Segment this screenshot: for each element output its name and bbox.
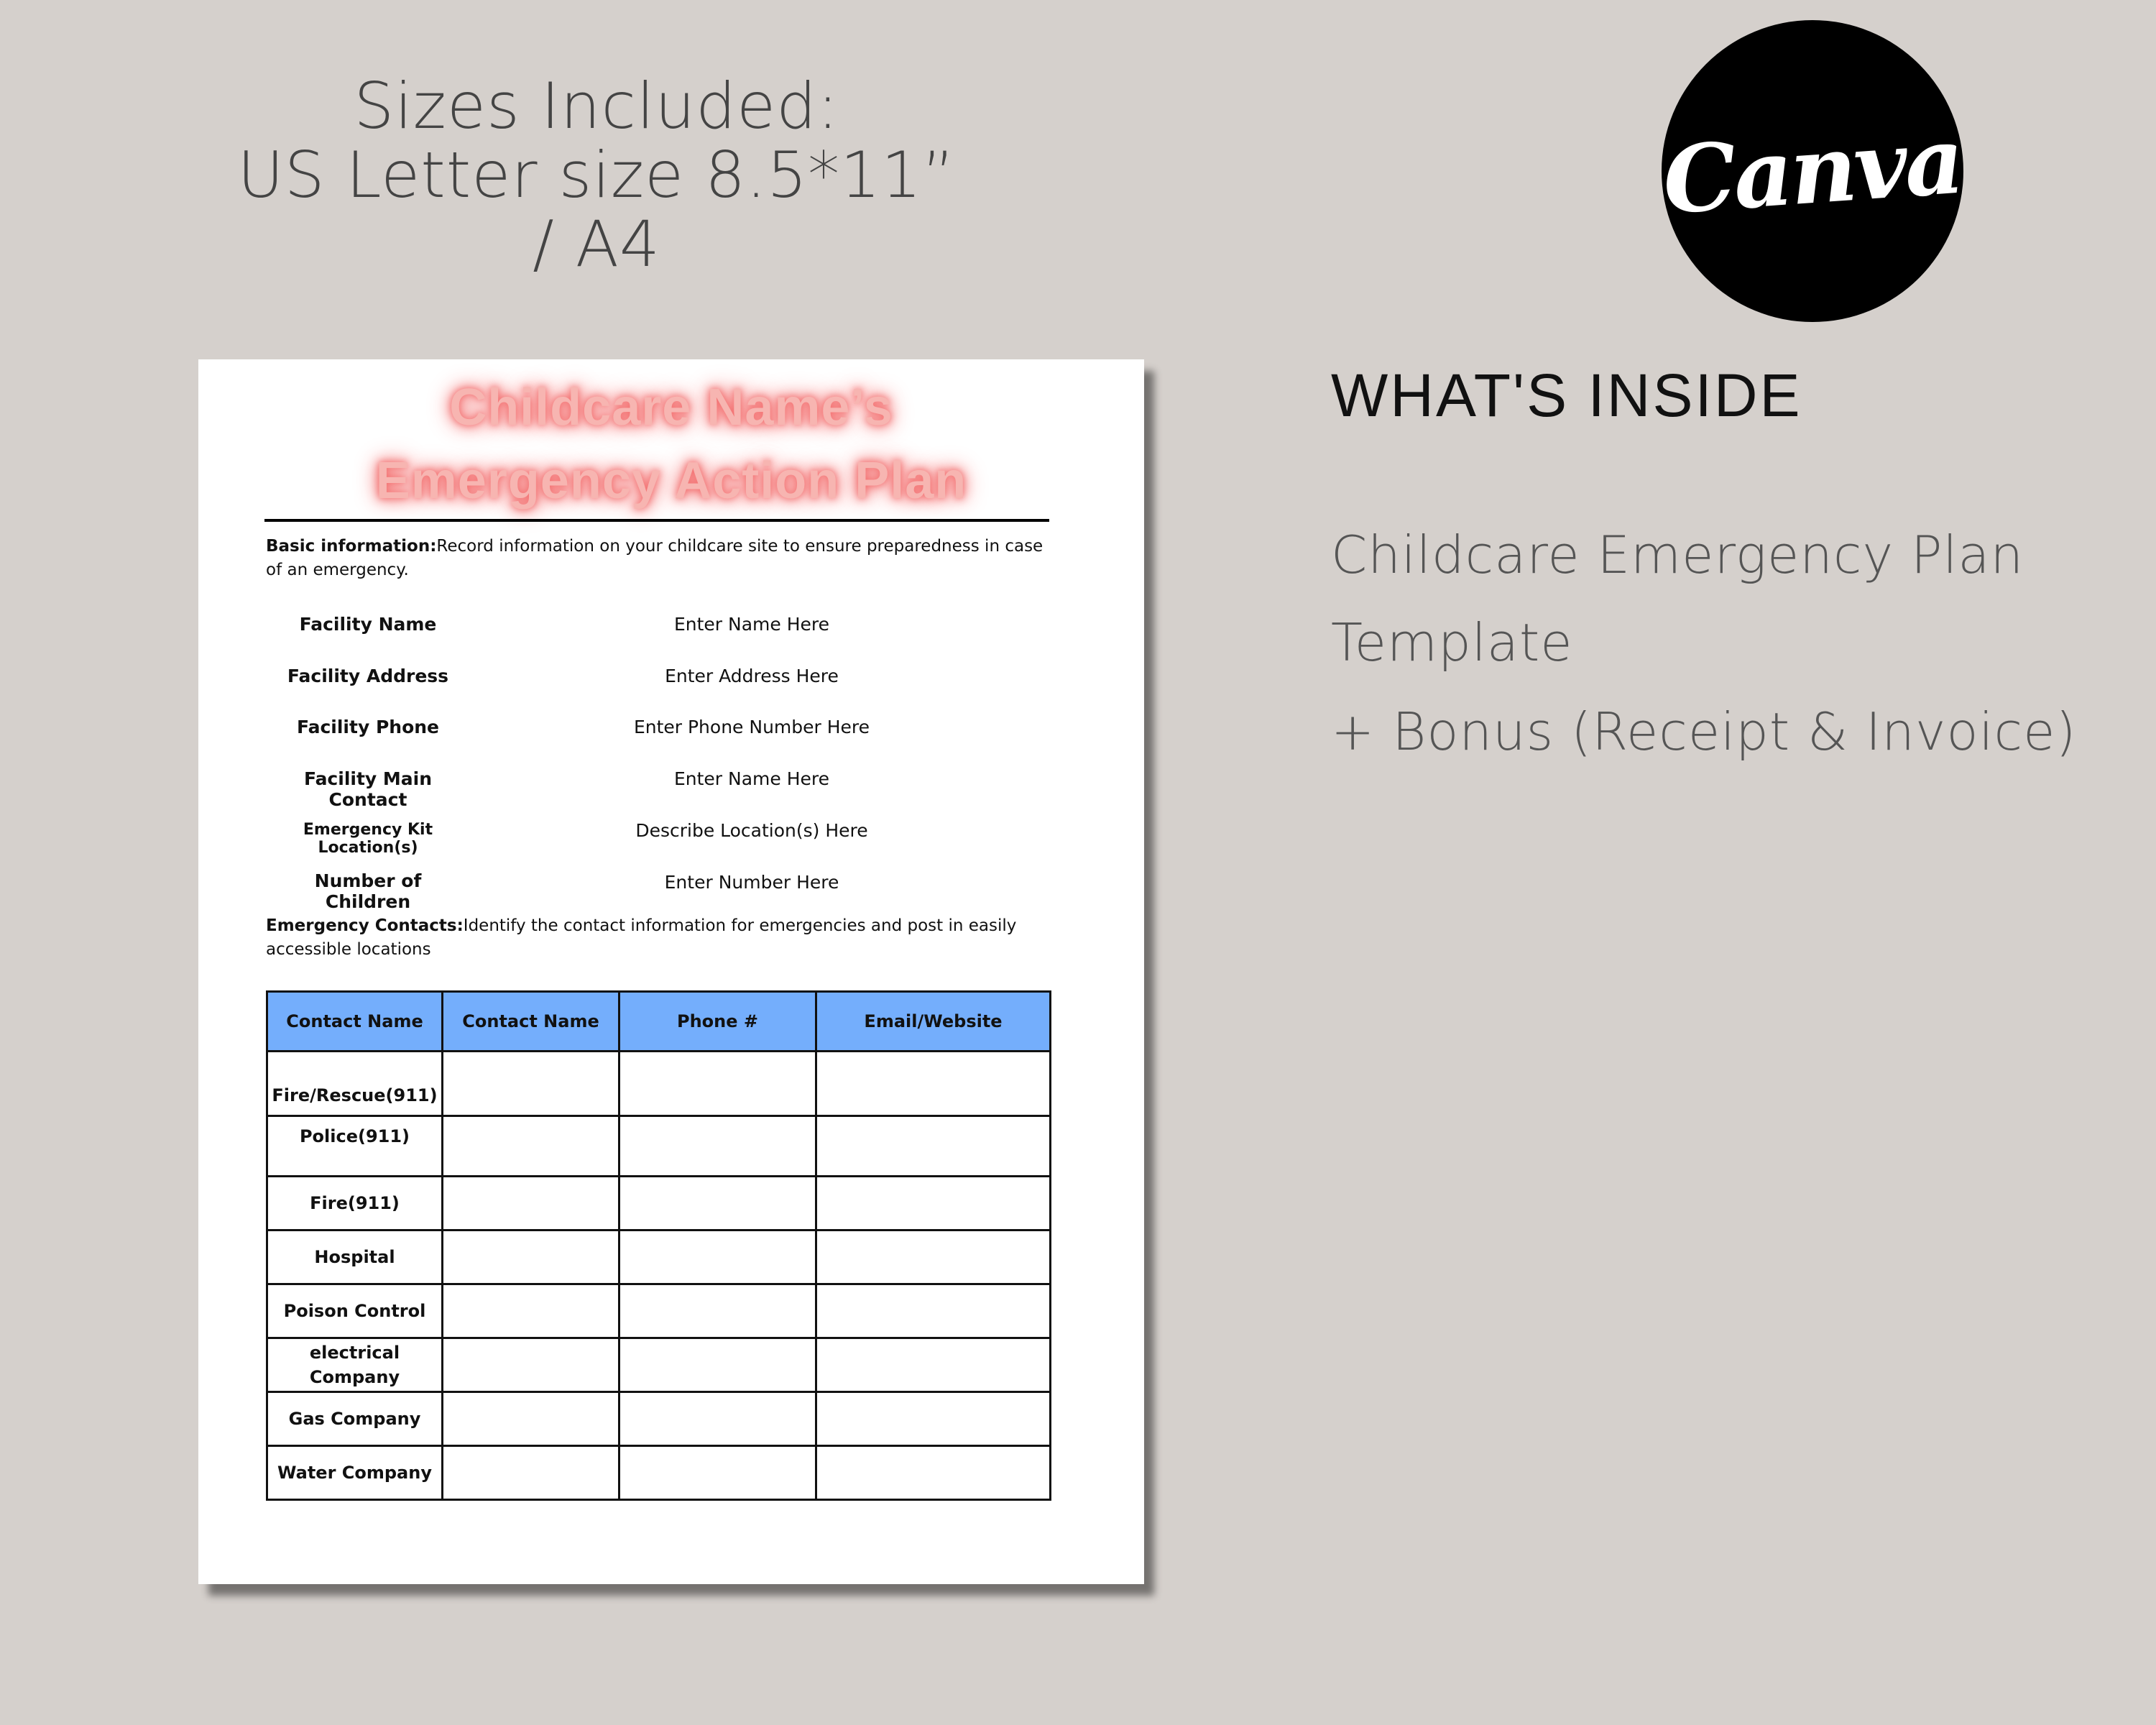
sizes-included-heading <box>230 69 963 281</box>
table-cell <box>443 1052 619 1116</box>
field-label-facility-address: Facility Address <box>287 666 449 686</box>
table-row <box>267 1052 1051 1116</box>
field-value-facility-address: Enter Address Here <box>665 666 839 686</box>
field-label-facility-name: Facility Name <box>299 614 437 635</box>
table-cell <box>443 1446 619 1500</box>
field-label-facility-phone: Facility Phone <box>296 717 439 737</box>
table-header: Phone # <box>619 992 816 1052</box>
table-row <box>267 1446 1051 1500</box>
emergency-contacts-text: Identify the contact information for emergencies and post in easily accessible locations <box>266 916 1017 959</box>
field-value-kit-location: Describe Location(s) Here <box>635 820 868 841</box>
table-cell <box>619 1230 816 1284</box>
row-label: Fire/Rescue(911) <box>267 1052 443 1116</box>
sizes-line-1: Sizes Included: <box>354 69 839 143</box>
table-cell <box>619 1177 816 1230</box>
table-cell <box>816 1284 1051 1338</box>
table-cell <box>619 1052 816 1116</box>
emergency-contacts-table <box>266 990 1051 1501</box>
field-label-main-contact: Facility Main Contact <box>303 768 433 810</box>
row-label: Poison Control <box>267 1284 443 1338</box>
inside-item-3: + Bonus (Receipt & Invoice) <box>1331 702 2077 762</box>
table-cell <box>443 1116 619 1177</box>
table-cell <box>816 1338 1051 1392</box>
table-cell <box>816 1230 1051 1284</box>
table-header: Email/Website <box>816 992 1051 1052</box>
table-row <box>267 1338 1051 1392</box>
basic-information-label: Basic information: <box>266 537 437 556</box>
table-cell <box>443 1392 619 1446</box>
title-divider <box>264 519 1049 522</box>
field-value-facility-phone: Enter Phone Number Here <box>633 717 870 737</box>
field-value-number-of-children: Enter Number Here <box>664 872 839 893</box>
inside-item-1: Childcare Emergency Plan <box>1331 525 2024 585</box>
table-row <box>267 1230 1051 1284</box>
sizes-line-2: US Letter size 8.5*11” / A4 <box>237 138 956 281</box>
table-cell <box>443 1284 619 1338</box>
table-header: Contact Name <box>267 992 443 1052</box>
field-label-number-of-children: Number of Children <box>314 870 422 912</box>
row-label: electrical Company <box>267 1338 443 1392</box>
table-cell <box>619 1116 816 1177</box>
document-preview <box>198 359 1144 1584</box>
document-title-line-2: Emergency Action Plan <box>375 452 967 510</box>
table-cell <box>443 1230 619 1284</box>
row-label: Police(911) <box>267 1116 443 1177</box>
table-cell <box>443 1338 619 1392</box>
row-label: Hospital <box>267 1230 443 1284</box>
row-label: Water Company <box>267 1446 443 1500</box>
table-cell <box>619 1392 816 1446</box>
field-value-facility-name: Enter Name Here <box>673 614 830 635</box>
table-row <box>267 1116 1051 1177</box>
inside-item-2: Template <box>1331 612 1573 673</box>
table-cell <box>816 1116 1051 1177</box>
canva-logo-text: Canva <box>1659 106 1966 236</box>
field-label-kit-location: Emergency Kit Location(s) <box>303 821 433 857</box>
table-cell <box>443 1177 619 1230</box>
table-header: Contact Name <box>443 992 619 1052</box>
table-row <box>267 1177 1051 1230</box>
field-value-main-contact: Enter Name Here <box>673 768 830 789</box>
emergency-contacts-paragraph <box>266 914 1028 962</box>
table-cell <box>816 1177 1051 1230</box>
whats-inside-heading: WHAT'S INSIDE <box>1331 362 1802 429</box>
table-header-row <box>267 992 1051 1052</box>
row-label: Fire(911) <box>267 1177 443 1230</box>
table-cell <box>619 1446 816 1500</box>
table-row <box>267 1284 1051 1338</box>
emergency-contacts-label: Emergency Contacts: <box>266 916 464 935</box>
table-cell <box>619 1338 816 1392</box>
basic-information-paragraph <box>266 535 1056 582</box>
table-cell <box>816 1392 1051 1446</box>
basic-information-text: Record information on your childcare site to ensure preparedness in case of an emergency. <box>266 537 1044 579</box>
row-label: Gas Company <box>267 1392 443 1446</box>
table-cell <box>816 1052 1051 1116</box>
table-row <box>267 1392 1051 1446</box>
table-cell <box>816 1446 1051 1500</box>
table-cell <box>619 1284 816 1338</box>
canva-logo-badge <box>1659 20 1966 322</box>
document-title-line-1: Childcare Name’s <box>449 379 893 436</box>
